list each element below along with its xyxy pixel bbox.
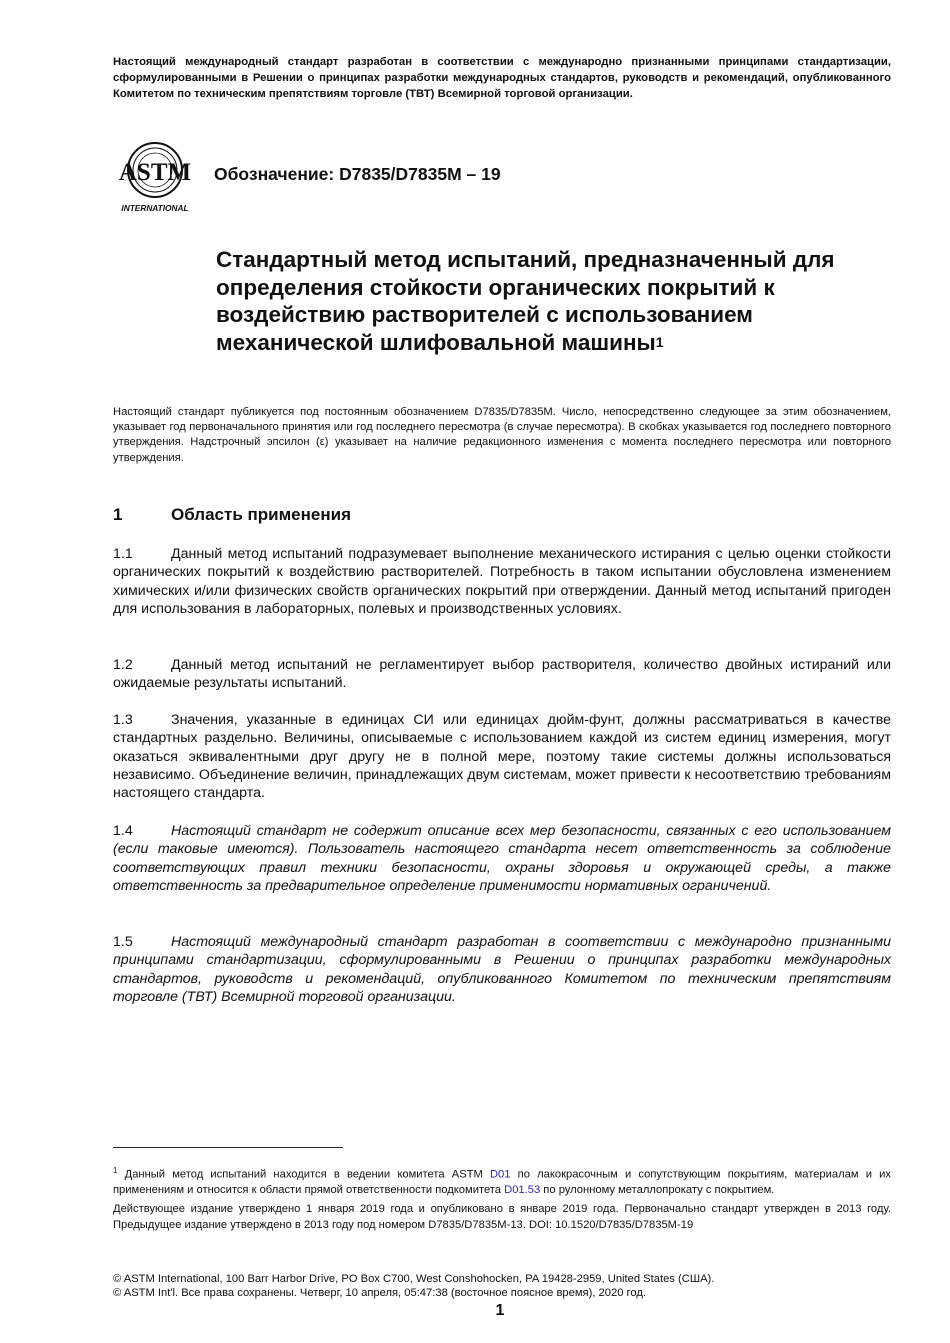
paragraph-1-3 — [113, 711, 891, 802]
paragraph-number: 1.1 — [113, 546, 133, 562]
publication-note: Настоящий стандарт публикуется под постоянным обозначением D7835/D7835M. Число, непосредственно следующее за этим обозначением, указывает год первоначального принятия или год последнего пересмотра (в случае пересмотра). В скобках указывается год последнего повторного утверждения. Надстрочный эпсилон (ε) указывает на наличие редакционного изменения с момента последнего пересмотра или повторного утверждения. — [113, 406, 891, 464]
paragraph-1-1 — [113, 545, 891, 618]
astm-logo — [113, 138, 197, 214]
title-footnote-ref[interactable]: 1 — [655, 333, 664, 350]
paragraph-text: Настоящий международный стандарт разработан в соответствии с международно признанными принципами стандартизации, сформулированными в Решении о принципах разработки международных стандартов, руководств и рекомендаций, опубликованного Комитетом по техническим препятствиям торговле (ТВТ) Всемирной торговой организации. — [113, 934, 891, 1005]
paragraph-text: Данный метод испытаний не регламентирует выбор растворителя, количество двойных истираний или ожидаемые результаты испытаний. — [113, 657, 891, 692]
footnote-mark: 1 — [113, 1166, 118, 1175]
edition-note: Действующее издание утверждено 1 января 2019 года и опубликовано в январе 2019 года. Первоначально стандарт утвержден в 2013 году. Предыдущее издание утверждено в 2013 году под номером D7835/D7835M-13. DOI: 10.1520/D7835/D7835M-19 — [113, 1203, 891, 1231]
paragraph-1-5 — [113, 933, 891, 1006]
designation: Обозначение: D7835/D7835M – 19 — [214, 164, 501, 184]
footnote-text: Данный метод испытаний находится в ведении комитета ASTM — [117, 1168, 490, 1181]
footnote-text: по рулонному металлопрокату с покрытием. — [540, 1184, 775, 1197]
logo-subtext: INTERNATIONAL — [121, 203, 189, 213]
footnote-text: по лакокрасочным и сопутствующим покрытиям, материалам и их применениям и относится к области прямой ответственности подкомитета — [113, 1168, 891, 1197]
logo-text: ASTM — [118, 159, 192, 186]
paragraph-1-2 — [113, 656, 891, 693]
footnote-1 — [113, 1163, 891, 1199]
section-heading — [113, 505, 351, 525]
paragraph-number: 1.3 — [113, 712, 133, 728]
paragraph-text: Настоящий стандарт не содержит описание всех мер безопасности, связанных с его использованием (если таковые имеются). Пользователь настоящего стандарта несет ответственность за соблюдение соответствующих правил техники безопасности, охраны здоровья и окружающей среды, а также ответственность за предварительное определение применимости нормативных ограничений. — [113, 823, 891, 894]
footnote-divider — [113, 1147, 343, 1148]
paragraph-text: Значения, указанные в единицах СИ или единицах дюйм-фунт, должны рассматриваться в качестве стандартных раздельно. Величины, описываемые с использованием каждой из систем единиц измерения, могут оказаться эквивалентными друг другу не в полной мере, поэтому такие системы должны использоваться независимо. Объединение величин, принадлежащих двум системам, может привести к несоответствию требованиям настоящего стандарта. — [113, 712, 891, 802]
paragraph-number: 1.5 — [113, 934, 133, 950]
paragraph-text: Данный метод испытаний подразумевает выполнение механического истирания с целью оценки стойкости органических покрытий к воздействию растворителей. Потребность в таком испытании обусловлена изменением химических и/или физических свойств органических покрытий при отверждении. Данный метод испытаний пригоден для использования в лабораторных, полевых и производственных условиях. — [113, 546, 891, 617]
header-notice: Настоящий международный стандарт разработан в соответствии с международно признанными принципами стандартизации, сформулированными в Решении о принципах разработки международных стандартов, руководств и рекомендаций, опубликованного Комитетом по техническим препятствиям торговле (ТВТ) Всемирной торговой организации. — [113, 56, 891, 100]
paragraph-number: 1.4 — [113, 823, 133, 839]
subcommittee-link[interactable]: D01.53 — [504, 1184, 541, 1197]
document-title — [216, 246, 906, 359]
committee-link[interactable]: D01 — [489, 1168, 511, 1181]
paragraph-number: 1.2 — [113, 657, 133, 673]
page-number: 1 — [495, 1302, 505, 1319]
paragraph-1-4 — [113, 822, 891, 895]
section-title: Область применения — [171, 505, 352, 524]
section-number: 1 — [113, 505, 123, 524]
copyright-line-2: © ASTM Int'l. Все права сохранены. Четверг, 10 апреля, 05:47:38 (восточное поясное время), 2020 год. — [113, 1287, 646, 1299]
title-text: Стандартный метод испытаний, предназначенный для определения стойкости органических покрытий к воздействию растворителей с использованием механической шлифовальной машины — [216, 247, 835, 355]
copyright-line-1: © ASTM International, 100 Barr Harbor Drive, PO Box C700, West Conshohocken, PA 19428-2959, United States (США). — [113, 1273, 715, 1285]
copyright — [113, 1272, 714, 1300]
